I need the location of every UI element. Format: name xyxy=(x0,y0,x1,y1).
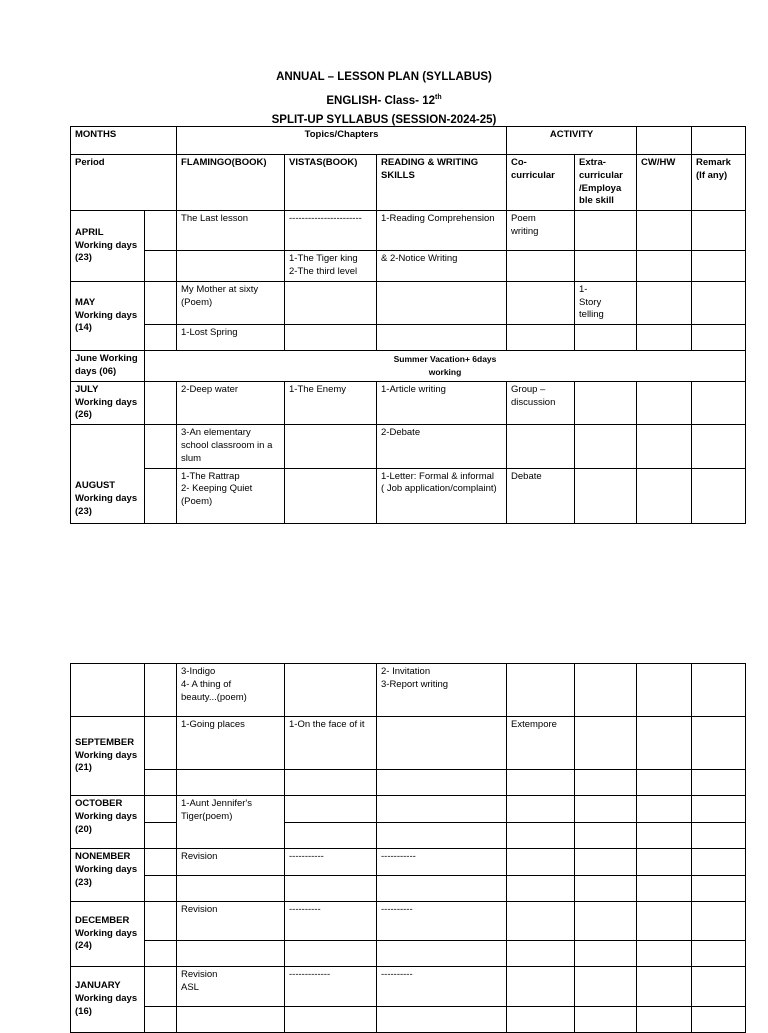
table-row xyxy=(71,849,746,876)
remark-header: Remark (If any) xyxy=(692,155,746,211)
month-may: MAY Working days (14) xyxy=(71,281,145,350)
cell-flamingo: My Mother at sixty (Poem) xyxy=(177,281,285,324)
cell-vistas: ----------- xyxy=(285,849,377,876)
table-row xyxy=(71,796,746,823)
class-label: ENGLISH- Class- 12 xyxy=(326,94,436,107)
table-row xyxy=(71,381,746,424)
topics-header: Topics/Chapters xyxy=(177,127,507,155)
cell-cocurricular: Debate xyxy=(507,468,575,523)
cell-cocurricular: Extempore xyxy=(507,717,575,770)
cell-vistas: 1-The Enemy xyxy=(285,381,377,424)
cell-skills: ----------- xyxy=(377,849,507,876)
cell-flamingo: Revision ASL xyxy=(177,967,285,1007)
flamingo-header: FLAMINGO(BOOK) xyxy=(177,155,285,211)
month-july: JULY Working days (26) xyxy=(71,381,145,424)
month-november: NONEMBER Working days (23) xyxy=(71,849,145,902)
table-row xyxy=(71,770,746,796)
table-row xyxy=(71,941,746,967)
month-september: SEPTEMBER Working days (21) xyxy=(71,717,145,796)
table-header-row xyxy=(71,127,746,155)
syllabus-table-part-1 xyxy=(70,126,746,524)
month-october: OCTOBER Working days (20) xyxy=(71,796,145,849)
table-row xyxy=(71,281,746,324)
syllabus-table-part-2 xyxy=(70,663,746,1033)
cell-flamingo: 2-Deep water xyxy=(177,381,285,424)
cell-vistas: 1-The Tiger king 2-The third level xyxy=(285,251,377,282)
table-row xyxy=(71,967,746,1007)
cell-flamingo: 1-Aunt Jennifer's Tiger(poem) xyxy=(177,796,285,849)
class-superscript: th xyxy=(435,93,442,101)
table-row xyxy=(71,1007,746,1033)
title-line-2 xyxy=(0,88,768,111)
table-row xyxy=(71,251,746,282)
cell-skills: & 2-Notice Writing xyxy=(377,251,507,282)
cell-extracurricular: 1- Story telling xyxy=(575,281,637,324)
cell-flamingo: The Last lesson xyxy=(177,211,285,251)
cell-flamingo: 1-Going places xyxy=(177,717,285,770)
cell-skills: 2- Invitation 3-Report writing xyxy=(377,664,507,717)
cell-skills: ---------- xyxy=(377,902,507,941)
cell-flamingo: 3-An elementary school classroom in a slum xyxy=(177,425,285,468)
document-header xyxy=(0,68,768,130)
cell-flamingo: 1-Lost Spring xyxy=(177,325,285,351)
cell-skills: 2-Debate xyxy=(377,425,507,468)
month-june: June Working days (06) xyxy=(71,351,145,382)
table-row xyxy=(71,211,746,251)
table-row xyxy=(71,425,746,468)
title-line-3: SPLIT-UP SYLLABUS (SESSION-2024-25) xyxy=(271,113,497,126)
table-row xyxy=(71,717,746,770)
cell-cocurricular: Poem writing xyxy=(507,211,575,251)
table-row xyxy=(71,325,746,351)
cell-flamingo: 3-Indigo 4- A thing of beauty...(poem) xyxy=(177,664,285,717)
cell-skills: 1-Article writing xyxy=(377,381,507,424)
table-row xyxy=(71,664,746,717)
table-subheader-row xyxy=(71,155,746,211)
cell-skills: 1-Letter: Formal & informal ( Job application/complaint) xyxy=(377,468,507,523)
cocurricular-header: Co-curricular xyxy=(507,155,575,211)
cell-vistas: ------------- xyxy=(285,967,377,1007)
cell-vistas: ----------------------- xyxy=(285,211,377,251)
period-header: Period xyxy=(71,155,177,211)
month-april: APRIL Working days (23) xyxy=(71,211,145,282)
activity-header: ACTIVITY xyxy=(507,127,637,155)
cell-skills: ---------- xyxy=(377,967,507,1007)
table-row xyxy=(71,468,746,523)
cell-flamingo: Revision xyxy=(177,902,285,941)
title-line-1: ANNUAL – LESSON PLAN (SYLLABUS) xyxy=(276,71,492,83)
cell-vistas: 1-On the face of it xyxy=(285,717,377,770)
months-header: MONTHS xyxy=(71,127,177,155)
cwhw-header: CW/HW xyxy=(637,155,692,211)
cell-flamingo: Revision xyxy=(177,849,285,876)
month-december: DECEMBER Working days (24) xyxy=(71,902,145,967)
table-row xyxy=(71,876,746,902)
cell-skills: 1-Reading Comprehension xyxy=(377,211,507,251)
table-row xyxy=(71,351,746,382)
extracurricular-header: Extra- curricular /Employa ble skill xyxy=(575,155,637,211)
summer-vacation-note: Summer Vacation+ 6days working xyxy=(145,351,746,382)
table-row xyxy=(71,902,746,941)
table-row xyxy=(71,823,746,849)
cell-cocurricular: Group – discussion xyxy=(507,381,575,424)
month-august: AUGUST Working days (23) xyxy=(71,468,145,523)
cell-flamingo: 1-The Rattrap 2- Keeping Quiet (Poem) xyxy=(177,468,285,523)
reading-writing-header: READING & WRITING SKILLS xyxy=(377,155,507,211)
cell-vistas: ---------- xyxy=(285,902,377,941)
vistas-header: VISTAS(BOOK) xyxy=(285,155,377,211)
month-january: JANUARY Working days (16) xyxy=(71,967,145,1033)
